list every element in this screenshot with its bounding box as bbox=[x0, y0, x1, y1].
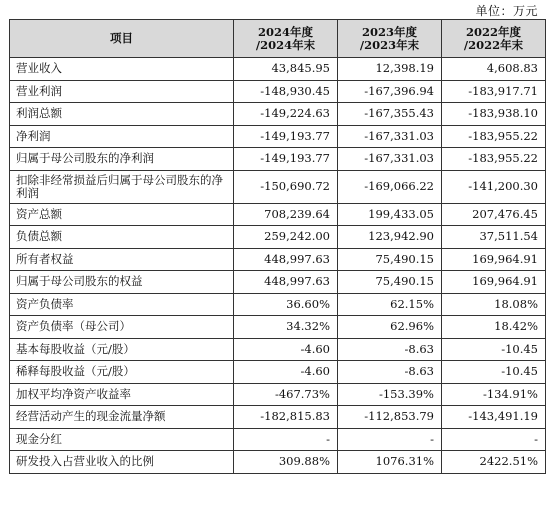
value-2023: 1076.31% bbox=[338, 451, 442, 474]
table-row bbox=[10, 248, 546, 271]
value-2022: 18.42% bbox=[442, 316, 546, 339]
value-2023: 12,398.19 bbox=[338, 58, 442, 81]
value-2024: -150,690.72 bbox=[234, 170, 338, 203]
value-2024: 708,239.64 bbox=[234, 203, 338, 226]
row-label: 所有者权益 bbox=[10, 248, 234, 271]
row-label: 经营活动产生的现金流量净额 bbox=[10, 406, 234, 429]
table-row bbox=[10, 338, 546, 361]
value-2022: -183,955.22 bbox=[442, 148, 546, 171]
row-label: 归属于母公司股东的净利润 bbox=[10, 148, 234, 171]
value-2022: 4,608.83 bbox=[442, 58, 546, 81]
table-row bbox=[10, 148, 546, 171]
row-label: 负债总额 bbox=[10, 226, 234, 249]
header-2023-line2: /2023年末 bbox=[359, 37, 420, 52]
value-2024: -148,930.45 bbox=[234, 80, 338, 103]
value-2023: -167,331.03 bbox=[338, 148, 442, 171]
value-2024: -4.60 bbox=[234, 338, 338, 361]
table-row bbox=[10, 406, 546, 429]
value-2024: -467.73% bbox=[234, 383, 338, 406]
table-row bbox=[10, 383, 546, 406]
value-2024: -149,193.77 bbox=[234, 148, 338, 171]
value-2022: 2422.51% bbox=[442, 451, 546, 474]
value-2022: -183,938.10 bbox=[442, 103, 546, 126]
header-2023-line1: 2023年度 bbox=[361, 24, 417, 39]
unit-label: 单位：万元 bbox=[475, 4, 538, 18]
value-2023: 75,490.15 bbox=[338, 271, 442, 294]
value-2022: -10.45 bbox=[442, 338, 546, 361]
row-label: 营业利润 bbox=[10, 80, 234, 103]
value-2022: -134.91% bbox=[442, 383, 546, 406]
value-2024: -149,193.77 bbox=[234, 125, 338, 148]
row-label: 营业收入 bbox=[10, 58, 234, 81]
value-2024: 36.60% bbox=[234, 293, 338, 316]
table-row bbox=[10, 80, 546, 103]
financial-table bbox=[9, 19, 546, 474]
row-label: 研发投入占营业收入的比例 bbox=[10, 451, 234, 474]
value-2023: 123,942.90 bbox=[338, 226, 442, 249]
value-2022: 169,964.91 bbox=[442, 271, 546, 294]
value-2024: 448,997.63 bbox=[234, 248, 338, 271]
value-2024: 259,242.00 bbox=[234, 226, 338, 249]
value-2023: -8.63 bbox=[338, 361, 442, 384]
value-2023: 75,490.15 bbox=[338, 248, 442, 271]
value-2023: -167,396.94 bbox=[338, 80, 442, 103]
table-row bbox=[10, 271, 546, 294]
value-2023: -112,853.79 bbox=[338, 406, 442, 429]
value-2024: -4.60 bbox=[234, 361, 338, 384]
value-2022: 37,511.54 bbox=[442, 226, 546, 249]
row-label: 资产负债率 bbox=[10, 293, 234, 316]
value-2023: -167,355.43 bbox=[338, 103, 442, 126]
row-label: 归属于母公司股东的权益 bbox=[10, 271, 234, 294]
row-label: 资产负债率（母公司） bbox=[10, 316, 234, 339]
value-2024: 309.88% bbox=[234, 451, 338, 474]
value-2022: -10.45 bbox=[442, 361, 546, 384]
header-2023 bbox=[338, 20, 442, 58]
header-item: 项目 bbox=[10, 20, 234, 58]
value-2023: 62.15% bbox=[338, 293, 442, 316]
value-2022: -141,200.30 bbox=[442, 170, 546, 203]
table-row bbox=[10, 125, 546, 148]
value-2022: -183,917.71 bbox=[442, 80, 546, 103]
table-row bbox=[10, 226, 546, 249]
value-2022: -183,955.22 bbox=[442, 125, 546, 148]
header-2024 bbox=[234, 20, 338, 58]
value-2022: -143,491.19 bbox=[442, 406, 546, 429]
header-2024-line2: /2024年末 bbox=[255, 37, 316, 52]
value-2022: - bbox=[442, 428, 546, 451]
value-2022: 169,964.91 bbox=[442, 248, 546, 271]
value-2023: -153.39% bbox=[338, 383, 442, 406]
value-2023: -167,331.03 bbox=[338, 125, 442, 148]
row-label: 利润总额 bbox=[10, 103, 234, 126]
header-2024-line1: 2024年度 bbox=[257, 24, 313, 39]
value-2022: 18.08% bbox=[442, 293, 546, 316]
value-2022: 207,476.45 bbox=[442, 203, 546, 226]
row-label: 基本每股收益（元/股） bbox=[10, 338, 234, 361]
value-2023: 199,433.05 bbox=[338, 203, 442, 226]
table-row bbox=[10, 293, 546, 316]
row-label: 加权平均净资产收益率 bbox=[10, 383, 234, 406]
header-2022-line2: /2022年末 bbox=[463, 37, 524, 52]
table-row bbox=[10, 170, 546, 203]
value-2024: -149,224.63 bbox=[234, 103, 338, 126]
table-row bbox=[10, 361, 546, 384]
value-2024: 34.32% bbox=[234, 316, 338, 339]
table-row bbox=[10, 316, 546, 339]
table-row bbox=[10, 451, 546, 474]
row-label: 稀释每股收益（元/股） bbox=[10, 361, 234, 384]
row-label: 资产总额 bbox=[10, 203, 234, 226]
row-label: 净利润 bbox=[10, 125, 234, 148]
value-2024: - bbox=[234, 428, 338, 451]
value-2024: 43,845.95 bbox=[234, 58, 338, 81]
table-row bbox=[10, 428, 546, 451]
row-label: 扣除非经常损益后归属于母公司股东的净利润 bbox=[10, 170, 234, 203]
value-2023: -8.63 bbox=[338, 338, 442, 361]
table-row bbox=[10, 103, 546, 126]
value-2023: - bbox=[338, 428, 442, 451]
header-2022 bbox=[442, 20, 546, 58]
value-2024: -182,815.83 bbox=[234, 406, 338, 429]
table-row bbox=[10, 58, 546, 81]
table-row bbox=[10, 203, 546, 226]
header-2022-line1: 2022年度 bbox=[465, 24, 521, 39]
table-header-row bbox=[10, 20, 546, 58]
value-2023: -169,066.22 bbox=[338, 170, 442, 203]
row-label: 现金分红 bbox=[10, 428, 234, 451]
value-2024: 448,997.63 bbox=[234, 271, 338, 294]
value-2023: 62.96% bbox=[338, 316, 442, 339]
